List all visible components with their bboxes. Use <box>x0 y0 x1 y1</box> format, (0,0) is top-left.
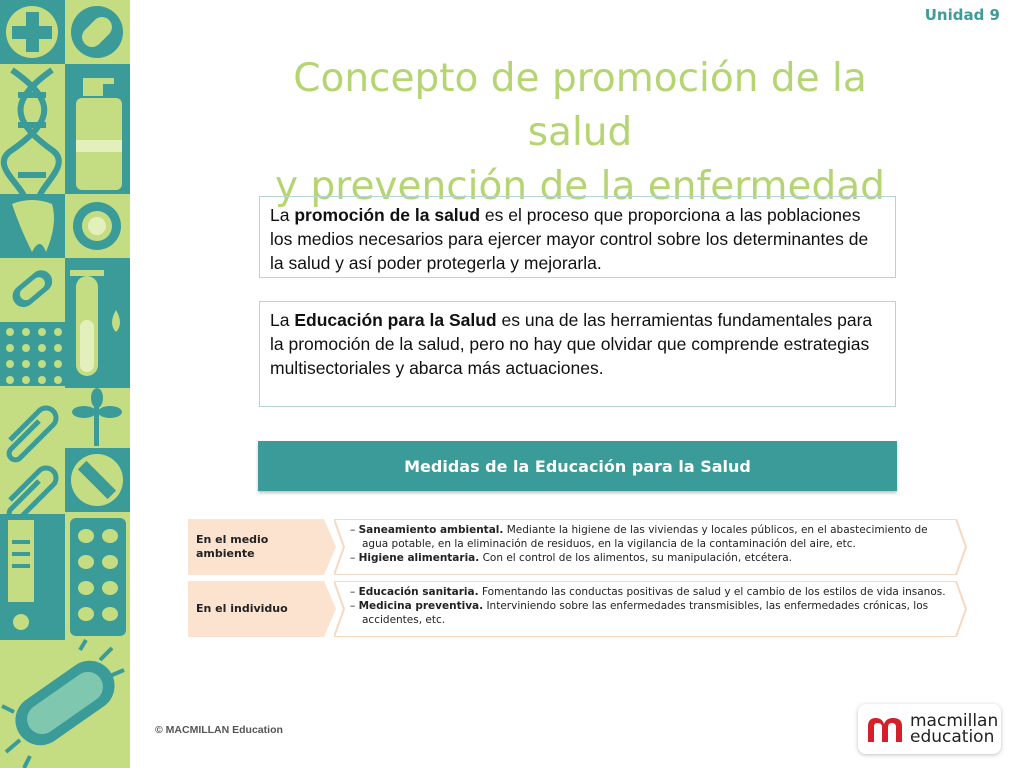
row-content <box>350 585 950 627</box>
item-title: Medicina preventiva. <box>358 600 484 612</box>
list-item <box>350 585 950 599</box>
list-item <box>350 551 950 565</box>
round-pill-icon <box>65 448 130 512</box>
paperclip-icon <box>0 386 65 520</box>
health-promotion-definition-box <box>259 196 896 278</box>
box2-bold: Educación para la Salud <box>294 310 497 330</box>
box2-post: es una de las herramientas fundamentales para la promoción de la salud, pero no hay que olvidar que comprende estrategias multisectoriales y abarca más actuaciones. <box>270 310 873 378</box>
item-text: Mediante la higiene de las viviendas y locales públicos, en el abastecimiento de agua potable, en la eliminación de residuos, en la vigilancia de la contaminación del aire, etc. <box>362 524 928 550</box>
item-title: Higiene alimentaria. <box>358 552 480 564</box>
pill-icon <box>65 0 130 64</box>
item-title: Educación sanitaria. <box>358 586 479 598</box>
bacteria-icon <box>0 258 65 322</box>
blister-pack-icon <box>65 512 130 640</box>
spray-bottle-icon <box>65 64 130 194</box>
dash: – <box>350 586 356 598</box>
item-title: Saneamiento ambiental. <box>358 524 504 536</box>
row-content <box>350 523 950 565</box>
medical-cross-icon <box>0 0 65 64</box>
unit-label: Unidad 9 <box>924 6 1000 24</box>
row-label: En el individuo <box>196 602 288 615</box>
dash: – <box>350 552 356 564</box>
binder-icon <box>0 514 65 640</box>
measures-header: Medidas de la Educación para la Salud <box>258 441 897 491</box>
item-text: Con el control de los alimentos, su manipulación, etcétera. <box>479 552 792 564</box>
logo-line-1: macmillan <box>910 711 999 731</box>
tooth-icon <box>0 194 65 258</box>
box2-pre: La <box>270 310 295 330</box>
measures-row-individual <box>188 581 968 637</box>
box1-bold: promoción de la salud <box>294 205 481 225</box>
macmillan-education-logo <box>858 704 1001 754</box>
large-bacteria-icon <box>0 640 130 768</box>
dots-pattern-icon <box>0 322 65 386</box>
dash: – <box>350 524 356 536</box>
macmillan-logo-icon <box>866 714 904 744</box>
decorative-health-icons-strip <box>0 0 130 768</box>
page-title <box>240 52 920 214</box>
title-line-2: y prevención de la enfermedad <box>275 164 885 209</box>
item-text: Interviniendo sobre las enfermedades transmisibles, las enfermedades crónicas, los accidentes, etc. <box>362 600 929 626</box>
row-label: En el medio ambiente <box>196 533 269 560</box>
list-item <box>350 523 950 551</box>
logo-line-2: education <box>910 727 995 747</box>
virus-icon <box>65 194 130 258</box>
copyright-notice: © MACMILLAN Education <box>155 724 283 736</box>
test-tube-icon <box>65 258 130 388</box>
list-item <box>350 599 950 627</box>
title-line-1: Concepto de promoción de la salud <box>293 56 867 155</box>
item-text: Fomentando las conductas positivas de salud y el cambio de los estilos de vida insanos. <box>478 586 946 598</box>
dash: – <box>350 600 356 612</box>
box1-pre: La <box>270 205 295 225</box>
logo-text <box>910 713 998 745</box>
plant-icon <box>65 388 130 448</box>
box1-post: es el proceso que proporciona a las poblaciones los medios necesarios para ejercer mayor control sobre los determinantes de la salud y así poder protegerla y mejorarla. <box>270 205 869 273</box>
health-education-definition-box <box>259 301 896 407</box>
measures-row-environment <box>188 519 968 575</box>
